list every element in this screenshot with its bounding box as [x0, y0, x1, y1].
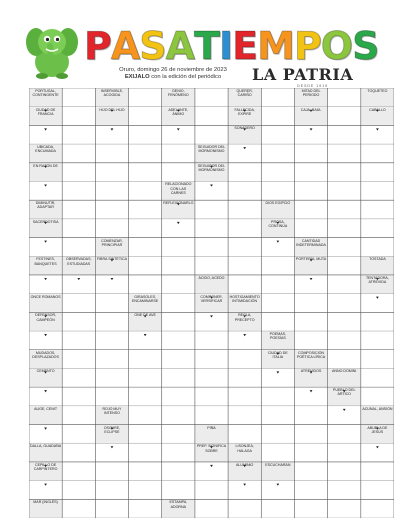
clue-text: OBSERVADAS, ESTUDIADAS [66, 257, 92, 266]
elephant-mascot-icon [24, 22, 80, 85]
title-letter: P [84, 24, 111, 68]
clue-text: ONCE ROMANOS [30, 294, 61, 299]
newspaper-logo [252, 66, 353, 88]
clue-text: REFLEXIONARLO [163, 201, 194, 206]
title-letter: T [194, 24, 219, 68]
title-letter: O [320, 24, 353, 68]
arrow-down-icon [77, 278, 80, 280]
arrow-down-icon [276, 484, 279, 486]
clue-text: QUERER, CARIÑO [236, 89, 253, 98]
clue-text: COMPOSICIÓN POÉTICA LÍRICA [296, 350, 326, 360]
newspaper-name: LA PATRIA [252, 65, 354, 84]
clue-text: COMPONER, VERSIFICAR [200, 294, 223, 303]
clue-text: RELACIONADO CON LAS CARNES [165, 182, 192, 196]
clue-text: PROSA, CONTINÚA [268, 219, 288, 229]
clue-text: ACUNAL, ANSIÓN [362, 406, 393, 411]
arrow-down-icon [177, 128, 180, 130]
arrow-down-icon [243, 334, 246, 336]
arrow-down-icon [44, 241, 47, 243]
title-letter: S [139, 24, 166, 68]
clue-text: CANTIDAD INDETERMINADA [296, 238, 326, 247]
clue-text: GIRASOLES, ENCAMINARSE [131, 294, 159, 303]
clue-text: PORTERÍA, MUTA [295, 257, 327, 262]
clue-text: CEPILLO DE CARPINTERO [33, 462, 58, 472]
clue-text: CABALLO [369, 107, 386, 112]
clue-text: TOSTADA [369, 257, 386, 262]
clue-text: LISONJEA, HALAGA [235, 444, 254, 453]
clue-text: MUDADOS, DESPLAZADOS [32, 350, 59, 360]
edition-line [98, 74, 248, 81]
title-letter: A [110, 24, 140, 68]
clue-text: ANNO DOMINI [332, 369, 357, 374]
clue-text: FESTINES, BANQUETES [34, 257, 57, 266]
arrow-down-icon [310, 278, 313, 280]
clue-text: SEGUIDOR DEL MORMONISMO [197, 145, 226, 154]
arrow-down-icon [276, 241, 279, 243]
arrow-down-icon [111, 278, 114, 280]
clue-text: HIJO DEL HIJO [99, 107, 125, 112]
arrow-down-icon [243, 484, 246, 486]
clue-text: DEFENSOR, CAMPEÓN [35, 313, 57, 322]
puzzle-title [84, 26, 378, 66]
arrow-down-icon [210, 315, 213, 317]
title-letter: M [257, 24, 294, 68]
clue-text: OSCURE, ECLIPSE [103, 425, 121, 434]
clue-text: EN RAZÓN DE [33, 163, 58, 168]
clue-text: REGLA, PRECEPTO [234, 313, 255, 322]
clue-text: ESCUCHARÁN [265, 462, 291, 467]
clue-text: SACERDOTISA [32, 219, 59, 224]
arrow-down-icon [310, 390, 313, 392]
arrow-down-icon [310, 128, 313, 130]
clue-text: DIOS EGIPCIO [265, 201, 291, 206]
arrow-down-icon [111, 128, 114, 130]
arrow-down-icon [210, 465, 213, 467]
clue-text: TOQUETEO [367, 89, 388, 93]
arrow-down-icon [243, 147, 246, 149]
arrow-down-icon [177, 222, 180, 224]
title-letter: P [293, 24, 321, 68]
clue-text: DALLA, GUADAÑA [30, 444, 62, 449]
arrow-down-icon [44, 184, 47, 186]
arrow-down-icon [376, 128, 379, 130]
clue-text: CIUDAD DE ITALIA [267, 350, 288, 360]
clue-text: CAJA, BAÚL [300, 107, 322, 112]
clue-text: ROJO MUY INTENSO [102, 406, 122, 416]
arrow-down-icon [210, 184, 213, 186]
clue-text: ATREVIDOS [300, 369, 322, 374]
arrow-down-icon [44, 428, 47, 430]
clue-text: ADELANTE, ÁNIMO [168, 107, 189, 116]
title-letter: S [352, 24, 379, 68]
arrow-down-icon [44, 128, 47, 130]
exijalo-text: EXIJALO [124, 74, 150, 80]
clue-text: FALLECIDA, EXPIRE [234, 107, 255, 116]
clue-text: SONADERO [234, 126, 255, 131]
clue-text: PORTUGAL, CONTINGENTE [32, 89, 59, 98]
clue-text: PIÑA [207, 425, 216, 430]
arrow-down-icon [376, 446, 379, 448]
date-line: Oruro, domingo 26 de noviembre de 2023 [119, 67, 227, 73]
clue-text: PREP. SIGNIFICA SOBRE [196, 444, 227, 453]
clue-text: FIBRA SINTÉTICA [96, 257, 128, 262]
arrow-down-icon [44, 278, 47, 280]
clue-text: MAR (INGLÉS) [33, 500, 58, 505]
clue-text: TENTADORA, ATREVIDA [365, 275, 389, 285]
crossword-grid [29, 88, 394, 518]
arrow-down-icon [111, 446, 114, 448]
clue-text: CIUDAD DE FRANCIA [35, 107, 56, 116]
arrow-down-icon [44, 484, 47, 486]
title-letter: I [219, 24, 233, 68]
title-letter: E [232, 24, 258, 68]
clue-text: COMENZAR, PRINCIPIAR [101, 238, 123, 247]
clue-text: ONE DE AVE [134, 313, 156, 318]
clue-text: ABUELA DE JESÚS [367, 425, 388, 434]
clue-text: AUGE, CENIT [34, 406, 58, 411]
arrow-down-icon [376, 297, 379, 299]
arrow-down-icon [276, 371, 279, 373]
clue-text: CEMENTO [36, 369, 55, 374]
clue-text: SEGUIDOR DEL MORMONISMO [197, 163, 226, 173]
edition-text: con la edición del periódico [149, 74, 222, 80]
clue-text: POEMAS, POESÍAS [269, 332, 287, 341]
header [0, 0, 420, 88]
clue-text: ESTAMPA, ADORNA [169, 500, 188, 509]
arrow-down-icon [44, 390, 47, 392]
arrow-down-icon [343, 409, 346, 411]
clue-text: PUEBLO DEL ÁRTICO [332, 388, 356, 397]
clue-text: UBICADA, ENCUMADA [35, 145, 56, 154]
clue-text: DIMINUTIR, ADAPTAR [35, 201, 56, 210]
clue-text: ÁCIDO, ACEDO [198, 275, 225, 280]
clue-text: INSERVIBLE, ACOGIDA [100, 89, 123, 98]
clue-text: MITAD DEL PERIODO [301, 89, 321, 98]
clue-text: ALUMINIO [235, 462, 254, 467]
clue-text: GENIO, FENÓMENO [167, 89, 189, 98]
clue-text: HOSTIGAMIENTO INTIMIDACIÓN [229, 294, 260, 303]
arrow-down-icon [44, 334, 47, 336]
arrow-down-icon [144, 334, 147, 336]
newspaper-tagline: DESDE 1919 [297, 84, 329, 88]
title-letter: A [165, 24, 195, 68]
